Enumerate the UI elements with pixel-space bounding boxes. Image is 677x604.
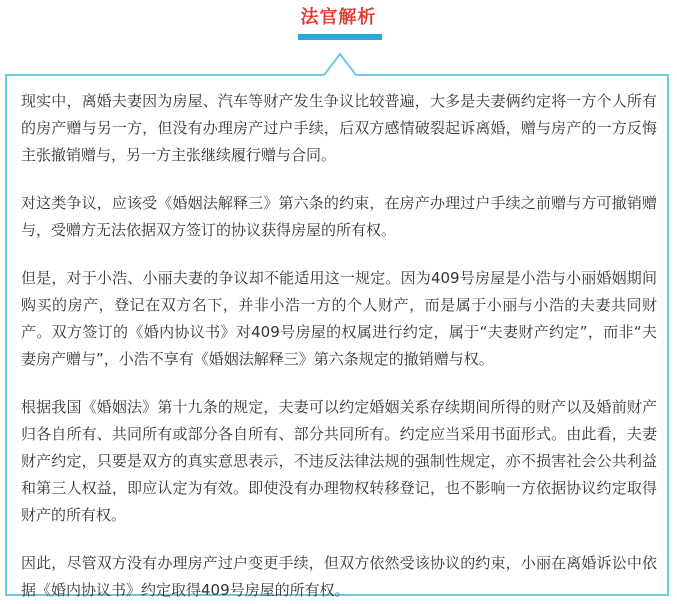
content-box xyxy=(5,74,669,599)
section-title: 法官解析 xyxy=(300,7,377,28)
paragraph-5: 因此，尽管双方没有办理房产过户变更手续，但双方依然受该协议的约束，小丽在离婚诉讼中依据《婚内协议书》约定取得409号房屋的所有权。 xyxy=(21,554,657,599)
section-header xyxy=(0,0,677,52)
box-pointer-notch xyxy=(320,52,360,78)
article-body xyxy=(21,88,657,604)
paragraph-1: 现实中，离婚夫妻因为房屋、汽车等财产发生争议比较普遍，大多是夫妻俩约定将一方个人所有的房产赠与另一方，但没有办理房产过户手续，后双方感情破裂起诉离婚，赠与房产的一方反悔主张撤销赠与，另一方主张继续履行赠与合同。 xyxy=(21,92,657,164)
paragraph-2: 对这类争议，应该受《婚姻法解释三》第六条的约束，在房产办理过户手续之前赠与方可撤销赠与，受赠方无法依据双方签订的协议获得房屋的所有权。 xyxy=(21,194,657,239)
title-underline xyxy=(298,34,382,40)
paragraph-3: 但是，对于小浩、小丽夫妻的争议却不能适用这一规定。因为409号房屋是小浩与小丽婚姻期间购买的房产，登记在双方名下，并非小浩一方的个人财产，而是属于小丽与小浩的夫妻共同财产。双方签订的《婚内协议书》对409号房屋的权属进行约定，属于“夫妻财产约定”，而非“夫妻房产赠与”，小浩不享有《婚姻法解释三》第六条规定的撤销赠与权。 xyxy=(21,269,657,368)
paragraph-4: 根据我国《婚姻法》第十九条的规定，夫妻可以约定婚姻关系存续期间所得的财产以及婚前财产归各自所有、共同所有或部分各自所有、部分共同所有。约定应当采用书面形式。由此看，夫妻财产约定，只要是双方的真实意思表示，不违反法律法规的强制性规定，亦不损害社会公共利益和第三人权益，即应认定为有效。即使没有办理物权转移登记，也不影响一方依据协议约定取得财产的所有权。 xyxy=(21,398,657,524)
